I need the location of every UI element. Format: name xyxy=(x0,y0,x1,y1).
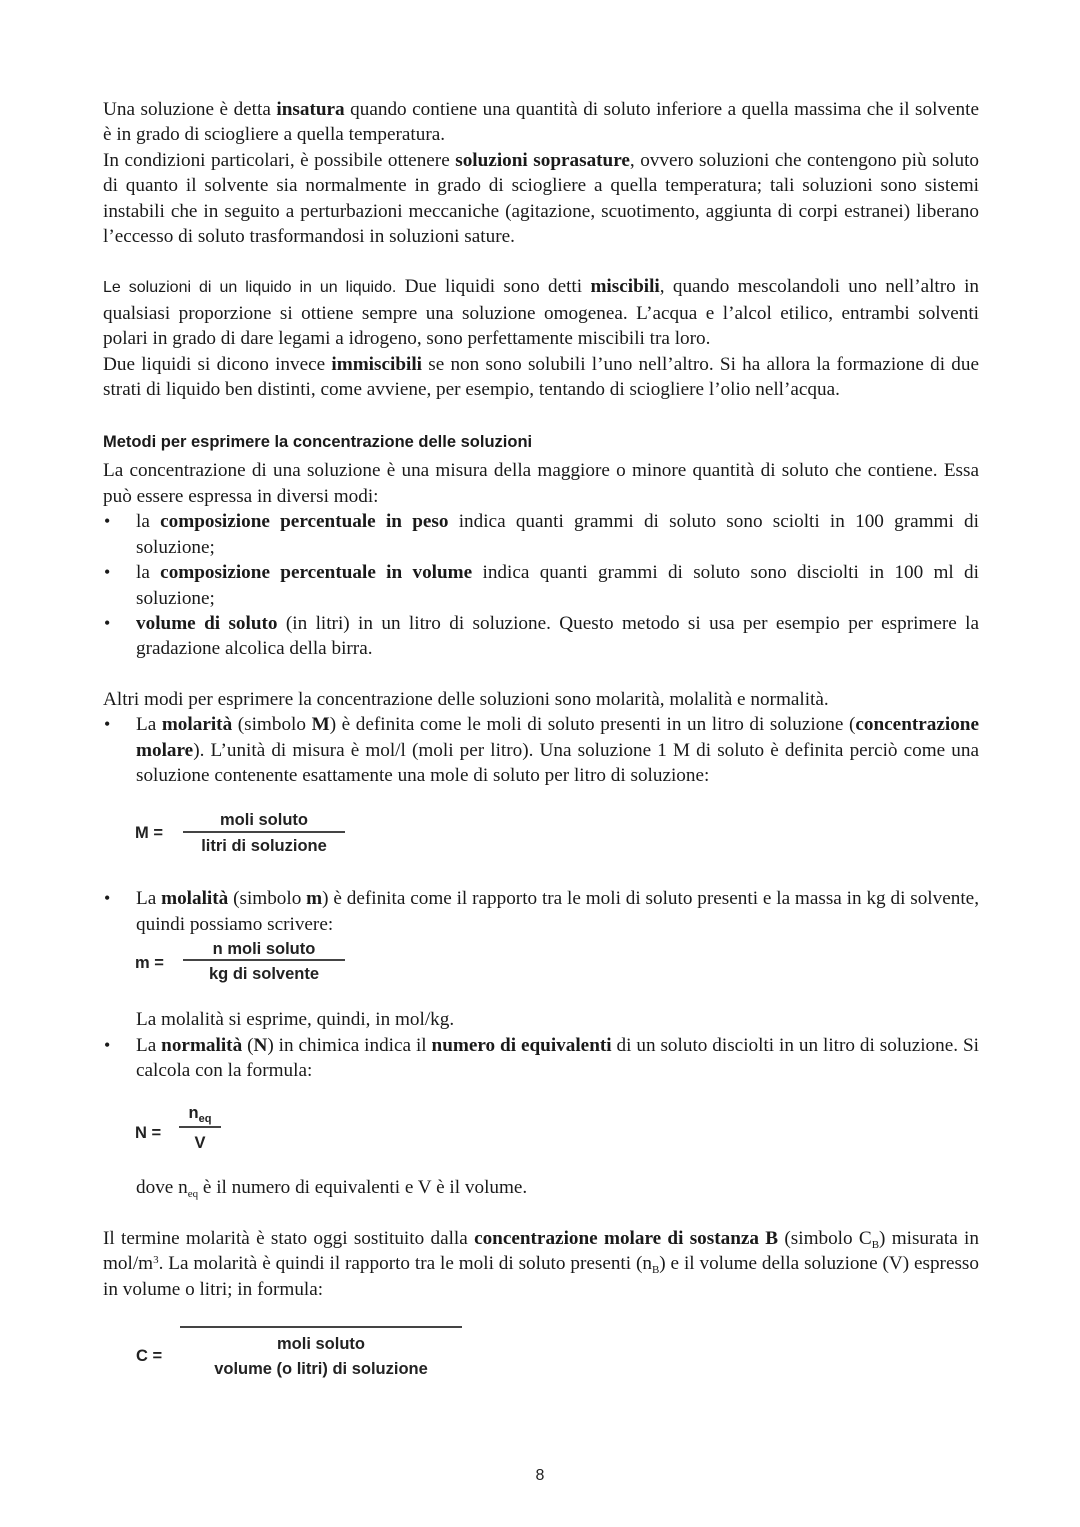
term-soprasature: soluzioni soprasature xyxy=(455,149,630,171)
paragraph-concentrazione-b: Il termine molarità è stato oggi sostituito dalla concentrazione molare di sostanza B (simbolo $C_B$) misurata in mol/$m^3$. La molarità è quindi il rapporto tra le moli di soluto presenti $(n_B)$ e il volume della soluzione (V) espresso in volume o litri; in formula: xyxy=(103,1227,979,1300)
paragraph-altri-modi: Altri modi per esprimere la concentrazione delle soluzioni sono molarità, molalità e normalità. xyxy=(103,688,829,710)
list-item-molalita: • La molalità (simbolo m) è definita come il rapporto tra le moli di soluto presenti e la massa in kg di solvente, quindi possiamo scrivere: xyxy=(103,886,979,937)
formula-denominator: volume (o litri) di soluzione xyxy=(214,1360,428,1378)
paragraph-miscibili: Le soluzioni di un liquido in un liquido. Due liquidi sono detti miscibili, quando mescolandoli uno nell’altro in qualsiasi proporzione si ottiene sempre una soluzione omogenea. L’acqua e l’alcol etilico, entrambi solventi polari in grado di dare legami a idrogeno, sono perfettamente miscibili tra loro. xyxy=(103,276,979,350)
molarita-list xyxy=(103,712,979,788)
formula-lhs: M = xyxy=(135,824,163,843)
list-item-normalita: • La normalità (N) in chimica indica il numero di equivalenti di un soluto disciolti in un litro di soluzione. Si calcola con la formula: xyxy=(103,1033,979,1084)
term-immiscibili: immiscibili xyxy=(331,353,422,375)
paragraph-insatura: Una soluzione è detta insatura quando contiene una quantità di soluto inferiore a quella massima che il solvente è in grado di sciogliere a quella temperatura. xyxy=(103,99,980,146)
molalita-list xyxy=(103,886,979,937)
formula-denominator: V xyxy=(194,1134,206,1153)
paragraph-dove: dove $n_{eq}$ è il numero di equivalenti e V è il volume. xyxy=(136,1177,528,1201)
page-number: 8 xyxy=(535,1467,545,1484)
formula-denominator: kg di solvente xyxy=(208,965,320,984)
paragraph-intro-concentrazione: La concentrazione di una soluzione è una misura della maggiore o minore quantità di soluto che contiene. Essa può essere espressa in diversi modi: xyxy=(103,460,979,507)
paragraph-soprasature: In condizioni particolari, è possibile ottenere soluzioni soprasature, ovvero soluzioni che contengono più soluto di quanto il solvente sia normalmente in grado di sciogliere a quella temperatura; tali soluzioni sono sistemi instabili che in seguito a perturbazioni meccaniche (agitazione, scuotimento, aggiunta di corpi estranei) liberano l’eccesso di soluto trasformandosi in soluzioni sature. xyxy=(103,149,979,248)
formula-denominator: litri di soluzione xyxy=(201,837,327,856)
paragraph-molalita-unit: La molalità si esprime, quindi, in mol/kg. xyxy=(136,1009,455,1031)
formula-lhs: m = xyxy=(135,954,164,973)
fraction-bar xyxy=(180,1326,462,1328)
formula-molarita xyxy=(103,788,979,878)
document-page xyxy=(103,97,979,1392)
term-insatura: insatura xyxy=(276,99,345,120)
paragraph-immiscibili: Due liquidi si dicono invece immiscibili se non sono solubili l’uno nell’altro. Si ha allora la formazione di due strati di liquido ben distinti, come avviene, per esempio, tentando di sciogliere l’olio nell’acqua. xyxy=(103,353,979,401)
formula-normalita xyxy=(103,1083,979,1175)
term-miscibili: miscibili xyxy=(590,276,660,298)
run-in-heading: Le soluzioni di un liquido in un liquido. xyxy=(103,279,397,297)
formula-molalita xyxy=(103,937,979,1007)
formula-concentrazione xyxy=(103,1302,979,1392)
list-item: • la composizione percentuale in peso indica quanti grammi di soluto sono sciolti in 100 grammi di soluzione; xyxy=(103,509,979,560)
normalita-list xyxy=(103,1033,979,1084)
fraction-bar xyxy=(179,1126,221,1128)
methods-list xyxy=(103,509,979,661)
fraction-bar xyxy=(183,831,345,833)
fraction-bar xyxy=(183,959,345,961)
formula-lhs: N = xyxy=(135,1124,162,1143)
formula-lhs: C = xyxy=(136,1347,163,1365)
formula-numerator: moli soluto xyxy=(277,1335,365,1353)
list-item-molarita: • La molarità (simbolo M) è definita come le moli di soluto presenti in un litro di soluzione (concentrazione molare). L’unità di misura è mol/l (moli per litro). Una soluzione 1 M di soluto è definita perciò come una soluzione contenente esattamente una mole di soluto per litro di soluzione: xyxy=(103,712,979,788)
section-heading: Metodi per esprimere la concentrazione delle soluzioni xyxy=(103,433,533,452)
formula-numerator: moli soluto xyxy=(220,811,308,830)
list-item: • volume di soluto (in litri) in un litro di soluzione. Questo metodo si usa per esempio per esprimere la gradazione alcolica della birra. xyxy=(103,611,979,662)
formula-numerator: n moli soluto xyxy=(212,940,316,959)
list-item: • la composizione percentuale in volume indica quanti grammi di soluto sono disciolti in 100 ml di soluzione; xyxy=(103,560,979,611)
formula-numerator: $n_{eq}$ xyxy=(188,1104,212,1126)
